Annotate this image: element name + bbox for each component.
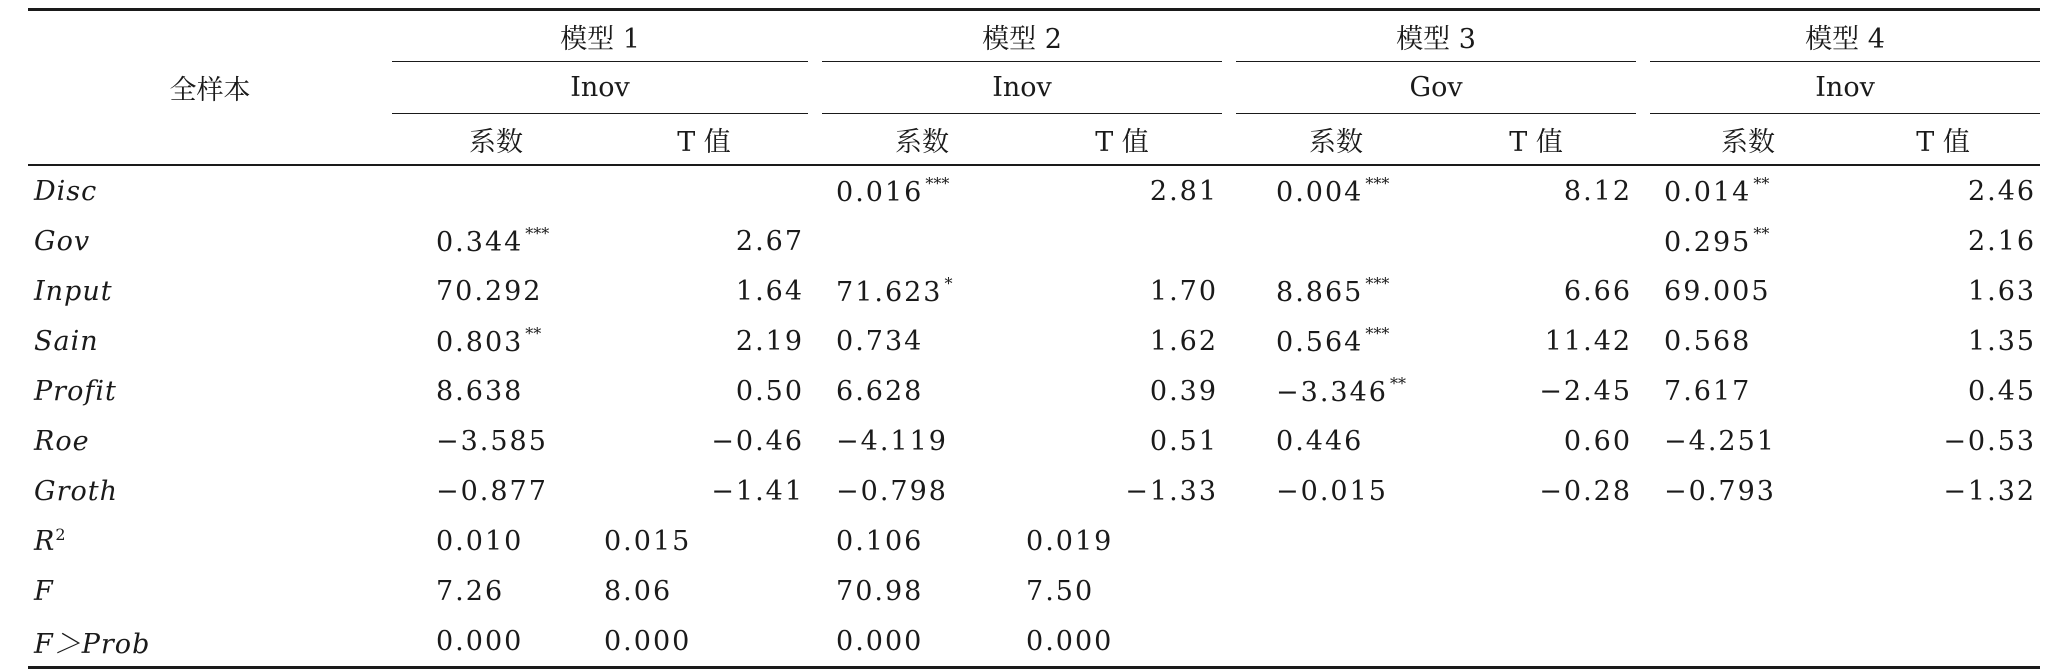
t-value-cell — [1846, 616, 2040, 668]
col-coef-header: 系数 — [1236, 114, 1436, 166]
t-value-cell: 0.50 — [735, 375, 805, 407]
row-label-text: Disc — [34, 175, 98, 207]
coefficient-cell — [392, 416, 600, 466]
col-coef-header: 系数 — [392, 114, 600, 166]
row-label-text: Roe — [34, 425, 90, 457]
model-3-header: 模型 3 — [1236, 10, 1636, 62]
col-t-header: T 值 — [1022, 114, 1222, 166]
col-coef-header: 系数 — [822, 114, 1022, 166]
row-label — [28, 266, 392, 316]
coefficient-value: 0.803 — [436, 327, 524, 358]
table-row — [28, 616, 2040, 668]
t-value-cell — [1436, 516, 1636, 566]
t-value-cell: −1.41 — [711, 475, 805, 507]
coefficient-cell — [1650, 566, 1846, 616]
row-label — [28, 466, 392, 516]
significance-stars: *** — [1365, 274, 1390, 293]
coefficient-value: 69.005 — [1664, 275, 1771, 307]
t-value-cell: 2.16 — [1967, 225, 2037, 257]
row-label — [28, 165, 392, 216]
coefficient-value: 0.010 — [436, 525, 524, 557]
coefficient-cell — [392, 266, 600, 316]
model-4-header: 模型 4 — [1650, 10, 2040, 62]
table-row — [28, 566, 2040, 616]
coefficient-value: 6.628 — [836, 375, 924, 407]
coefficient-cell — [1236, 416, 1436, 466]
coefficient-cell — [1236, 366, 1436, 416]
coefficient-cell — [1236, 216, 1436, 266]
t-value-cell: 0.015 — [604, 525, 692, 557]
row-label-text: Profit — [34, 375, 117, 407]
t-value-cell: −1.33 — [1125, 475, 1219, 507]
coefficient-value: 71.623 — [836, 277, 943, 308]
coefficient-value: 0.106 — [836, 525, 924, 557]
significance-stars: *** — [1365, 324, 1390, 343]
col-t-header: T 值 — [1436, 114, 1636, 166]
row-label — [28, 416, 392, 466]
coefficient-value: 0.014 — [1664, 177, 1752, 208]
model-1-depvar: Inov — [392, 62, 808, 114]
table-row — [28, 165, 2040, 216]
row-label — [28, 316, 392, 366]
row-label-text: F — [34, 575, 54, 607]
coefficient-cell — [822, 616, 1022, 668]
t-value-cell: 1.63 — [1967, 275, 2037, 307]
model-4-depvar: Inov — [1650, 62, 2040, 114]
significance-stars: *** — [525, 224, 550, 243]
coefficient-cell — [1236, 566, 1436, 616]
coefficient-value: −0.798 — [836, 475, 948, 507]
t-value-cell: 8.06 — [604, 575, 673, 607]
t-value-cell: 11.42 — [1544, 325, 1633, 357]
t-value-cell — [1846, 516, 2040, 566]
row-label-text: Sain — [34, 325, 99, 357]
coefficient-value: 8.865 — [1276, 277, 1364, 308]
coefficient-cell — [1650, 165, 1846, 216]
col-coef-header: 系数 — [1650, 114, 1846, 166]
row-label — [28, 566, 392, 616]
coefficient-value: −3.585 — [436, 425, 548, 457]
coefficient-value: 0.004 — [1276, 177, 1364, 208]
coefficient-cell — [1236, 616, 1436, 668]
coefficient-value: 0.446 — [1276, 425, 1364, 457]
coefficient-value: 0.568 — [1664, 325, 1752, 357]
t-value-cell: 0.39 — [1149, 375, 1219, 407]
regression-table-container — [28, 8, 2040, 669]
row-label-superscript: 2 — [55, 525, 67, 544]
row-label — [28, 216, 392, 266]
t-value-cell: 0.000 — [600, 616, 808, 668]
t-value-cell: −2.45 — [1539, 375, 1633, 407]
coefficient-cell — [1650, 616, 1846, 668]
row-label-text: R — [34, 526, 56, 557]
significance-stars: * — [944, 274, 953, 293]
coefficient-cell — [822, 516, 1022, 566]
t-value-cell: 1.62 — [1149, 325, 1219, 357]
coefficient-cell — [1650, 216, 1846, 266]
coefficient-value: −3.346 — [1276, 377, 1388, 408]
t-value-cell: 0.45 — [1967, 375, 2037, 407]
coefficient-value: 8.638 — [436, 375, 524, 407]
t-value-cell: 7.50 — [1026, 575, 1095, 607]
row-label — [28, 516, 392, 566]
table-row — [28, 466, 2040, 516]
t-value-cell: 2.19 — [735, 325, 805, 357]
row-label — [28, 616, 392, 668]
t-value-cell — [1436, 216, 1636, 266]
header-row-models — [28, 10, 2040, 62]
table-row — [28, 216, 2040, 266]
coefficient-cell — [1236, 516, 1436, 566]
coefficient-cell — [1650, 316, 1846, 366]
t-value-cell: 8.12 — [1563, 175, 1633, 207]
table-row — [28, 416, 2040, 466]
t-value-cell: 2.81 — [1149, 175, 1219, 207]
coefficient-cell — [1236, 266, 1436, 316]
coefficient-value: 70.292 — [436, 275, 543, 307]
t-value-cell: 1.35 — [1967, 325, 2037, 357]
coefficient-value: −0.877 — [436, 475, 548, 507]
coefficient-value: 0.295 — [1664, 227, 1752, 258]
coefficient-cell — [822, 366, 1022, 416]
row-label-text: Gov — [34, 225, 91, 257]
table-row — [28, 516, 2040, 566]
significance-stars: ** — [1753, 174, 1770, 193]
t-value-cell — [1846, 566, 2040, 616]
table-row — [28, 316, 2040, 366]
significance-stars: *** — [925, 174, 950, 193]
t-value-cell — [1022, 216, 1222, 266]
coefficient-cell — [1650, 466, 1846, 516]
t-value-cell — [1436, 566, 1636, 616]
corner-label: 全样本 — [28, 10, 392, 166]
coefficient-cell — [822, 566, 1022, 616]
coefficient-cell — [1650, 516, 1846, 566]
t-value-cell: 0.019 — [1026, 525, 1114, 557]
coefficient-cell — [1650, 416, 1846, 466]
t-value-cell: 2.46 — [1967, 175, 2037, 207]
row-label-text: Groth — [34, 475, 118, 507]
coefficient-cell — [392, 165, 600, 216]
row-label-text: F＞Prob — [34, 628, 151, 660]
model-1-header: 模型 1 — [392, 10, 808, 62]
coefficient-cell — [822, 165, 1022, 216]
coefficient-cell — [392, 466, 600, 516]
coefficient-cell — [1236, 466, 1436, 516]
t-value-cell: 2.67 — [735, 225, 805, 257]
t-value-cell: −1.32 — [1943, 475, 2037, 507]
col-t-header: T 值 — [600, 114, 808, 166]
coefficient-value: 0.344 — [436, 227, 524, 258]
coefficient-value: −4.251 — [1664, 425, 1776, 457]
significance-stars: ** — [1389, 374, 1406, 393]
coefficient-cell — [1650, 266, 1846, 316]
table-row — [28, 366, 2040, 416]
t-value-cell: 1.70 — [1149, 275, 1219, 307]
coefficient-cell — [1650, 366, 1846, 416]
t-value-cell: −0.28 — [1539, 475, 1633, 507]
coefficient-value: −0.793 — [1664, 475, 1776, 507]
regression-table — [28, 8, 2040, 669]
coefficient-value: 0.734 — [836, 325, 924, 357]
coefficient-cell — [392, 216, 600, 266]
coefficient-cell — [822, 416, 1022, 466]
coefficient-cell — [1236, 165, 1436, 216]
coefficient-cell — [392, 566, 600, 616]
model-2-depvar: Inov — [822, 62, 1222, 114]
coefficient-cell — [822, 316, 1022, 366]
model-2-header: 模型 2 — [822, 10, 1222, 62]
coefficient-value: 0.000 — [436, 625, 524, 657]
t-value-cell: −0.46 — [711, 425, 805, 457]
row-label — [28, 366, 392, 416]
coefficient-value: 0.564 — [1276, 327, 1364, 358]
t-value-cell: 0.60 — [1563, 425, 1633, 457]
coefficient-cell — [392, 366, 600, 416]
significance-stars: *** — [1365, 174, 1390, 193]
t-value-cell — [1436, 616, 1636, 668]
coefficient-cell — [1236, 316, 1436, 366]
t-value-cell: 0.000 — [1022, 616, 1222, 668]
coefficient-value: 7.617 — [1664, 375, 1752, 407]
model-3-depvar: Gov — [1236, 62, 1636, 114]
coefficient-cell — [392, 516, 600, 566]
t-value-cell: −0.53 — [1943, 425, 2037, 457]
t-value-cell — [600, 165, 808, 216]
t-value-cell: 0.51 — [1149, 425, 1219, 457]
coefficient-value: −0.015 — [1276, 475, 1388, 507]
t-value-cell: 1.64 — [735, 275, 805, 307]
t-value-cell: 6.66 — [1563, 275, 1633, 307]
table-row — [28, 266, 2040, 316]
significance-stars: ** — [525, 324, 542, 343]
coefficient-value: 70.98 — [836, 575, 924, 607]
coefficient-cell — [822, 216, 1022, 266]
coefficient-cell — [822, 266, 1022, 316]
coefficient-cell — [392, 316, 600, 366]
significance-stars: ** — [1753, 224, 1770, 243]
row-label-text: Input — [34, 275, 113, 307]
coefficient-value: 0.000 — [836, 625, 924, 657]
coefficient-value: 7.26 — [436, 575, 505, 607]
coefficient-cell — [822, 466, 1022, 516]
coefficient-value: −4.119 — [836, 425, 948, 457]
col-t-header: T 值 — [1846, 114, 2040, 166]
coefficient-value: 0.016 — [836, 177, 924, 208]
coefficient-cell — [392, 616, 600, 668]
